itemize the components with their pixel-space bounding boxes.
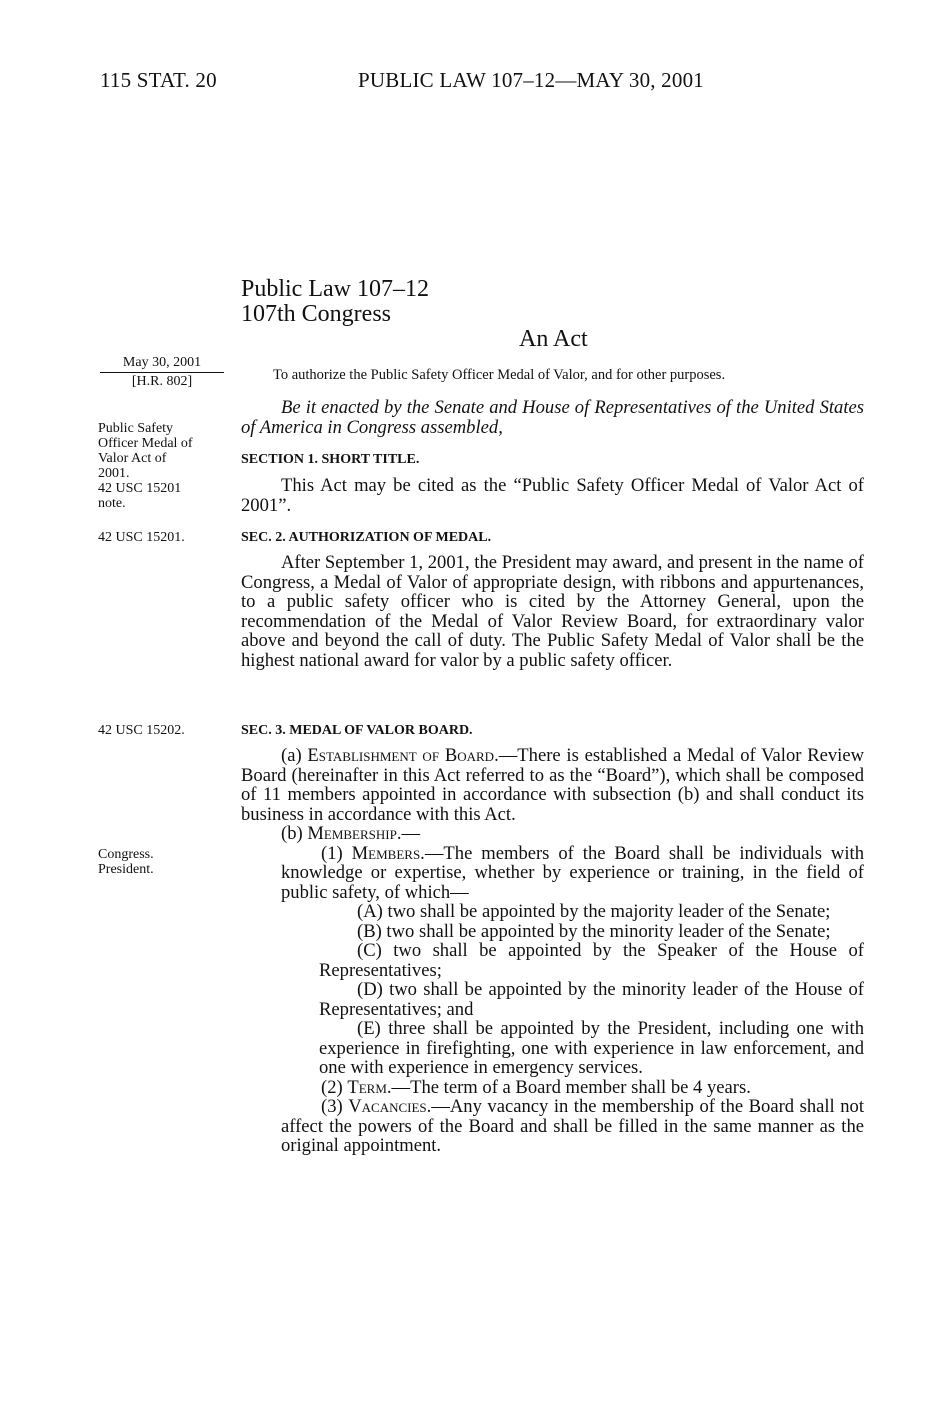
law-number: Public Law 107–12 xyxy=(241,276,429,302)
paragraph-3 xyxy=(281,1097,864,1156)
subparagraph-c: (C) two shall be appointed by the Speaker of the House of Representatives; xyxy=(319,940,864,981)
subsection-b-label: (b) xyxy=(281,823,308,844)
section1-heading: SECTION 1. SHORT TITLE. xyxy=(241,452,420,467)
congress-number: 107th Congress xyxy=(241,301,391,327)
enactment-date: May 30, 2001 xyxy=(100,354,224,373)
subparagraph-b: (B) two shall be appointed by the minority leader of the Senate; xyxy=(357,920,831,942)
margin-line: note. xyxy=(98,496,126,511)
paragraph-1-text: .—The members of the Board shall be individuals with knowledge or expertise, whether by experience or training, in the field of public safety, of which— xyxy=(281,842,864,903)
act-label: An Act xyxy=(519,326,588,352)
subsection-a-text: .—There is established a Medal of Valor Review Board (hereinafter in this Act referred to as the “Board”), which shall be composed of 11 members appointed in accordance with subsection (b) and shall conduct its business in accordance with this Act. xyxy=(241,745,864,825)
enacting-clause: Be it enacted by the Senate and House of Representatives of the United States of America in Congress assembled, xyxy=(241,397,864,438)
margin-line: Public Safety xyxy=(98,421,174,436)
bill-number: [H.R. 802] xyxy=(131,374,193,389)
margin-line: Congress. xyxy=(98,847,154,862)
sec2-margin-note: 42 USC 15201. xyxy=(98,530,185,545)
membership-margin-note xyxy=(98,847,228,877)
subsection-a-caption: Establishment of Board xyxy=(307,745,495,766)
paragraph-1-label: (1) xyxy=(321,842,352,864)
paragraph-2-label: (2) xyxy=(321,1076,348,1098)
section2-text: After September 1, 2001, the President may award, and present in the name of Congress, a Medal of Valor of appropriate design, with ribbons and appurtenances, to a public safety officer who is cited by the Attorney General, upon the recommendation of the Medal of Valor Review Board, for extraordinary valor above and beyond the call of duty. The Public Safety Medal of Valor shall be the highest national award for valor by a public safety officer. xyxy=(241,552,864,671)
margin-line: Officer Medal of xyxy=(98,436,193,451)
subsection-b xyxy=(241,824,864,844)
subparagraph-e: (E) three shall be appointed by the President, including one with experience in firefighting, one with experience in law enforcement, and one with experience in emergency services. xyxy=(319,1018,864,1078)
paragraph-2 xyxy=(281,1078,864,1098)
short-title-margin-note xyxy=(98,421,228,511)
paragraph-3-text: .—Any vacancy in the membership of the Board shall not affect the powers of the Board and shall be filled in the same manner as the original appointment. xyxy=(281,1096,864,1156)
paragraph-2-text: .—The term of a Board member shall be 4 years. xyxy=(386,1076,751,1098)
section3-body xyxy=(241,746,864,1156)
subsection-a-label: (a) xyxy=(281,745,308,766)
paragraph-2-caption: Term xyxy=(347,1076,387,1098)
sec3-margin-note: 42 USC 15202. xyxy=(98,723,185,738)
paragraph-3-label: (3) xyxy=(321,1096,349,1117)
margin-line: Valor Act of xyxy=(98,451,167,466)
margin-line: 42 USC 15201 xyxy=(98,481,182,496)
subparagraph-d: (D) two shall be appointed by the minority leader of the House of Representatives; and xyxy=(319,979,864,1020)
page-stat-reference: 115 STAT. 20 xyxy=(100,68,217,92)
subsection-a xyxy=(241,746,864,824)
paragraph-1-caption: Members xyxy=(351,842,421,864)
section2-heading: SEC. 2. AUTHORIZATION OF MEDAL. xyxy=(241,530,492,545)
margin-line: President. xyxy=(98,862,154,877)
paragraph-3-caption: Vacancies xyxy=(348,1096,427,1117)
margin-line: 2001. xyxy=(98,466,130,481)
enactment-date-note xyxy=(100,354,224,390)
subsection-b-text: .— xyxy=(396,823,421,844)
section3-heading: SEC. 3. MEDAL OF VALOR BOARD. xyxy=(241,723,473,738)
purpose-clause: To authorize the Public Safety Officer Medal of Valor, and for other purposes. xyxy=(273,367,726,383)
subsection-b-caption: Membership xyxy=(307,823,397,844)
running-title: PUBLIC LAW 107–12—MAY 30, 2001 xyxy=(358,68,704,92)
section1-text: This Act may be cited as the “Public Safety Officer Medal of Valor Act of 2001”. xyxy=(241,475,864,516)
subparagraph-a: (A) two shall be appointed by the majority leader of the Senate; xyxy=(357,901,831,922)
paragraph-1 xyxy=(281,844,864,903)
